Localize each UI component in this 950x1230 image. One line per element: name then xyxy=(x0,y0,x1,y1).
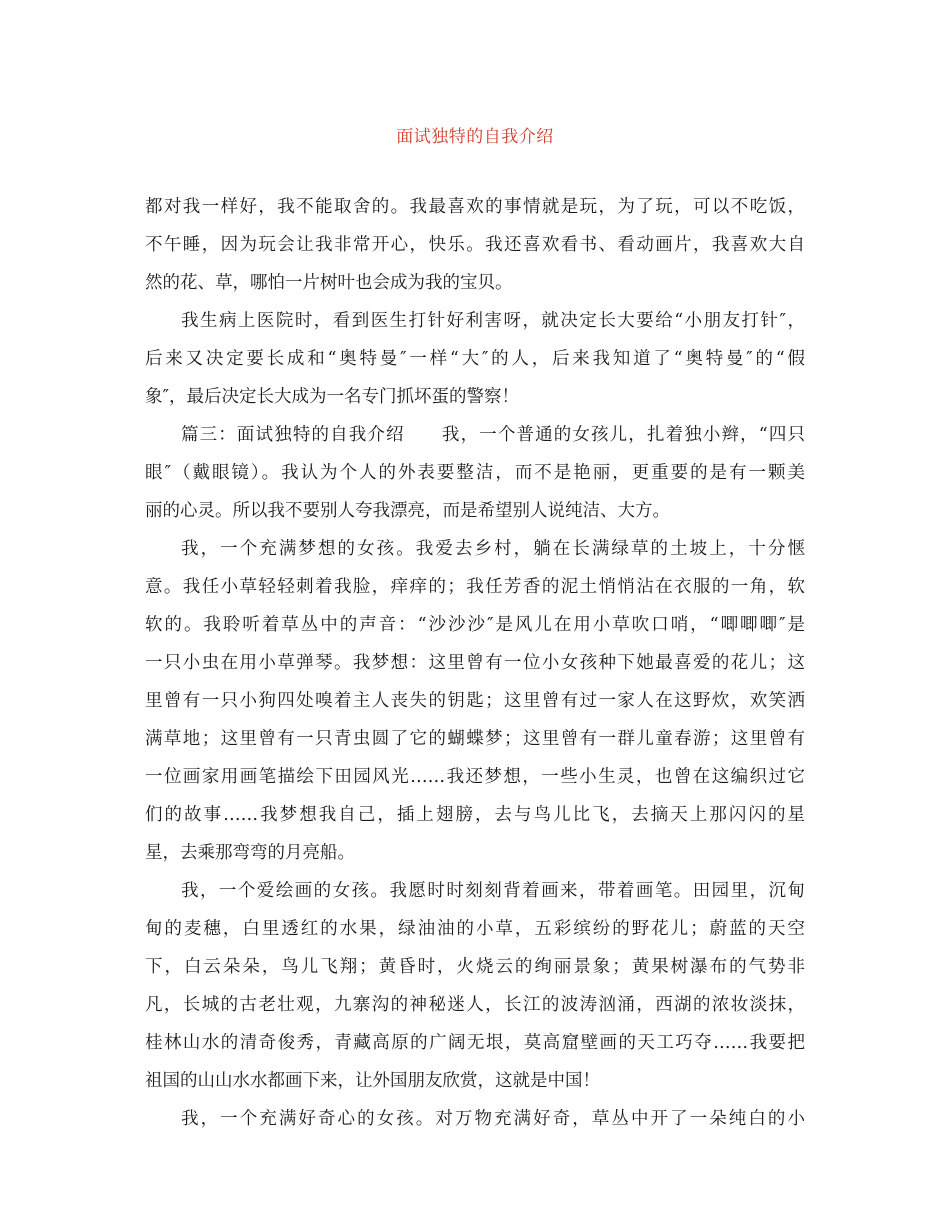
text-line: 一位画家用画笔描绘下田园风光……我还梦想，一些小生灵，也曾在这编织过它 xyxy=(145,767,805,787)
text-line: 眼″（戴眼镜）。我认为个人的外表要整洁，而不是艳丽，更重要的是有一颗美 xyxy=(145,463,805,483)
text-line: 一只小虫在用小草弹琴。我梦想：这里曾有一位小女孩种下她最喜爱的花儿；这 xyxy=(145,653,805,673)
text-line: 祖国的山山水水都画下来，让外国朋友欣赏，这就是中国！ xyxy=(145,1071,600,1091)
text-line: 我，一个充满梦想的女孩。我爱去乡村，躺在长满绿草的土坡上，十分惬 xyxy=(181,539,805,559)
text-line: 象″，最后决定长大成为一名专门抓坏蛋的警察！ xyxy=(145,387,520,407)
text-line: 甸的麦穗，白里透红的水果，绿油油的小草，五彩缤纷的野花儿；蔚蓝的天空 xyxy=(145,919,805,939)
text-line: 们的故事……我梦想我自己，插上翅膀，去与鸟儿比飞，去摘天上那闪闪的星 xyxy=(145,805,805,825)
text-line: 下，白云朵朵，鸟儿飞翔；黄昏时，火烧云的绚丽景象；黄果树瀑布的气势非 xyxy=(145,957,805,977)
text-line: 凡，长城的古老壮观，九寨沟的神秘迷人，长江的波涛汹涌，西湖的浓妆淡抹， xyxy=(145,995,805,1015)
text-line: 我，一个爱绘画的女孩。我愿时时刻刻背着画来，带着画笔。田园里，沉甸 xyxy=(181,881,805,901)
text-line: 都对我一样好，我不能取舍的。我最喜欢的事情就是玩，为了玩，可以不吃饭， xyxy=(145,197,805,217)
text-line: 我生病上医院时，看到医生打针好利害呀，就决定长大要给“小朋友打针″， xyxy=(181,311,805,331)
text-line: 满草地；这里曾有一只青虫圆了它的蝴蝶梦；这里曾有一群儿童春游；这里曾有 xyxy=(145,729,805,749)
text-line: 桂林山水的清奇俊秀，青藏高原的广阔无垠，莫高窟壁画的天工巧夺……我要把 xyxy=(145,1033,805,1053)
text-line: 星，去乘那弯弯的月亮船。 xyxy=(145,843,355,863)
document-body xyxy=(145,188,805,1138)
text-line: 后来又决定要长成和“奥特曼″一样“大″的人，后来我知道了“奥特曼″的“假 xyxy=(145,349,805,369)
text-line: 篇三：面试独特的自我介绍 我，一个普通的女孩儿，扎着独小辫，“四只 xyxy=(181,425,805,445)
document-title: 面试独特的自我介绍 xyxy=(396,127,554,147)
text-line: 意。我任小草轻轻刺着我脸，痒痒的；我任芳香的泥土悄悄沾在衣服的一角，软 xyxy=(145,577,805,597)
text-line: 软的。我聆听着草丛中的声音：“沙沙沙″是风儿在用小草吹口哨，“唧唧唧″是 xyxy=(145,615,805,635)
text-line: 里曾有一只小狗四处嗅着主人丧失的钥匙；这里曾有过一家人在这野炊，欢笑洒 xyxy=(145,691,805,711)
text-line: 我，一个充满好奇心的女孩。对万物充满好奇，草丛中开了一朵纯白的小 xyxy=(181,1109,805,1129)
text-line: 丽的心灵。所以我不要别人夸我漂亮，而是希望别人说纯洁、大方。 xyxy=(145,501,670,521)
text-line: 然的花、草，哪怕一片树叶也会成为我的宝贝。 xyxy=(145,273,513,293)
text-line: 不午睡，因为玩会让我非常开心，快乐。我还喜欢看书、看动画片，我喜欢大自 xyxy=(145,235,805,255)
